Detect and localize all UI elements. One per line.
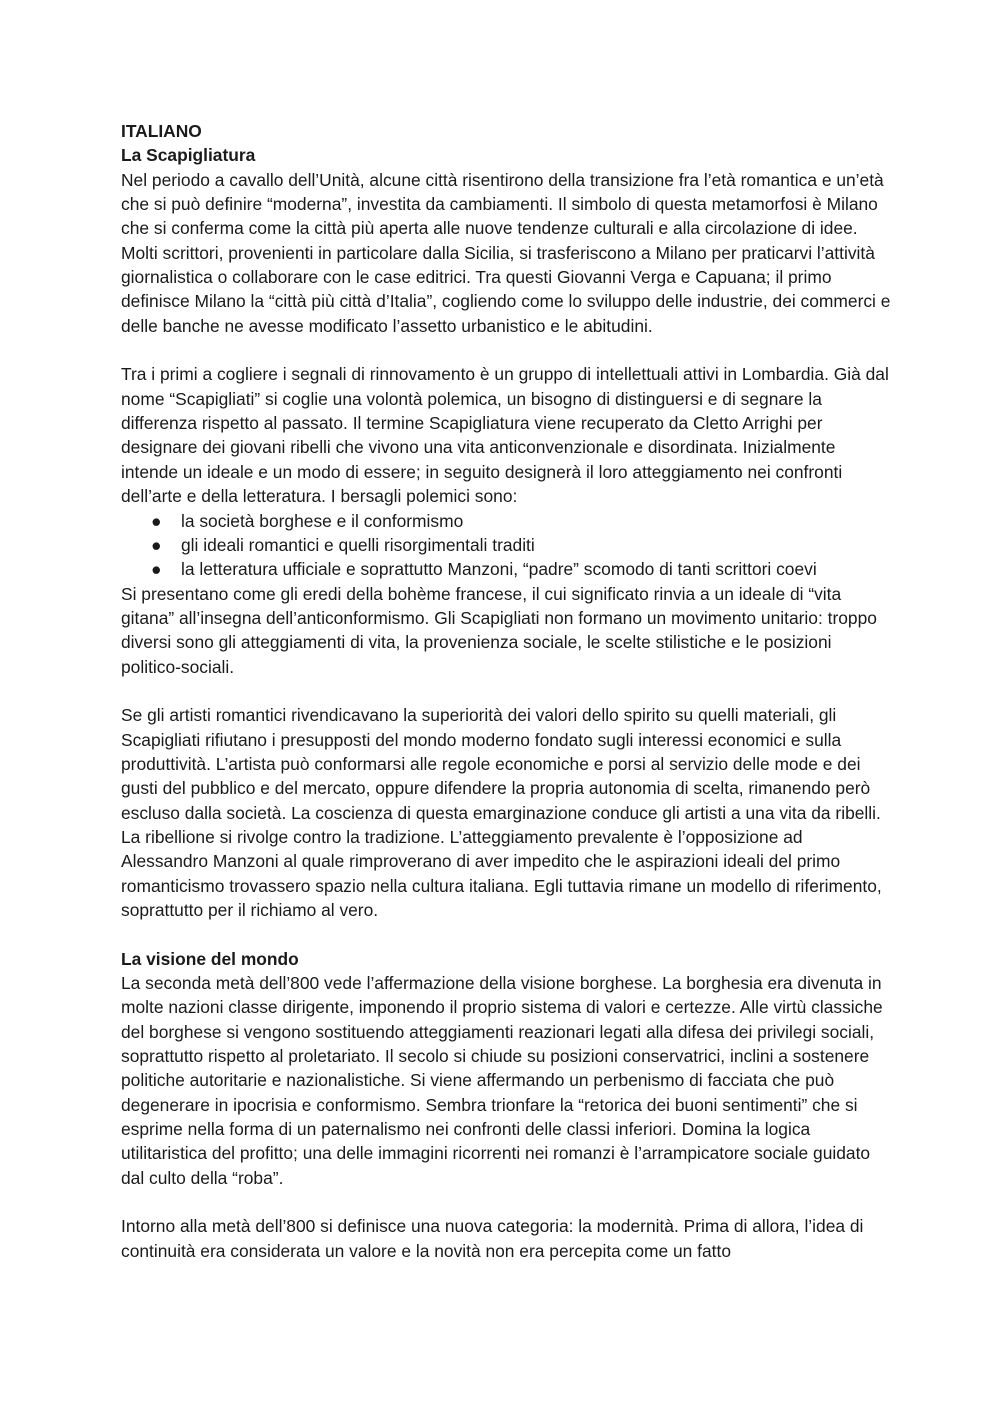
paragraph: Intorno alla metà dell’800 si definisce una nuova categoria: la modernità. Prima di allora, l’idea di continuità era considerata un valore e la novità non era percepita come un fatto: [121, 1216, 864, 1261]
list-item: [121, 533, 891, 557]
paragraph: La seconda metà dell’800 vede l’affermazione della visione borghese. La borghesia era divenuta in molte nazioni classe dirigente, imponendo il proprio sistema di valori e certezze. Alle virtù classiche del borghese si vengono sostituendo atteggiamenti reazionari legati alla difesa dei privilegi sociali, soprattutto rispetto al proletariato. Il secolo si chiude su posizioni conservatrici, inclini a sostenere politiche autoritarie e nazionalistiche. Si viene affermando un perbenismo di facciata che può degenerare in ipocrisia e conformismo. Sembra trionfare la “retorica dei buoni sentimenti” che si esprime nella forma di un paternalismo nei confronti delle classi inferiori. Domina la logica utilitaristica del profitto; una delle immagini ricorrenti nei romanzi è l’arrampicatore sociale guidato dal culto della “roba”.: [121, 973, 883, 1188]
bullet-icon: ●: [151, 559, 162, 580]
paragraph-spacer: [121, 1190, 891, 1214]
document-body: [121, 119, 891, 1263]
bullet-icon: ●: [151, 534, 162, 555]
paragraph-spacer: [121, 338, 891, 362]
section-title-scapigliatura: La Scapigliatura: [121, 145, 256, 166]
bullet-list: [121, 509, 891, 582]
paragraph: Si presentano come gli eredi della bohème francese, il cui significato rinvia a un ideale di “vita gitana” all’insegna dell’anticonformismo. Gli Scapigliati non formano un movimento unitario: troppo diversi sono gli atteggiamenti di vita, la provenienza sociale, le scelte stilistiche e le posizioni politico-sociali.: [121, 583, 877, 677]
list-item: [121, 509, 891, 533]
paragraph: Se gli artisti romantici rivendicavano la superiorità dei valori dello spirito su quelli materiali, gli Scapigliati rifiutano i presupposti del mondo moderno fondato sugli interessi economici e sulla produttività. L’artista può conformarsi alle regole economiche e porsi al servizio delle mode e dei gusti del pubblico e del mercato, oppure difendere la propria autonomia di scelta, rimanendo però escluso dalla società. La coscienza di questa emarginazione conduce gli artisti a una vita da ribelli. La ribellione si rivolge contro la tradizione. L’atteggiamento prevalente è l’opposizione ad Alessandro Manzoni al quale rimproverano di aver impedito che le aspirazioni ideali del primo romanticismo trovassero spazio nella cultura italiana. Egli tuttavia rimane un modello di riferimento, soprattutto per il richiamo al vero.: [121, 705, 882, 920]
list-item-text: la letteratura ufficiale e soprattutto Manzoni, “padre” scomodo di tanti scrittori coevi: [181, 559, 817, 580]
paragraph-spacer: [121, 679, 891, 703]
paragraph: Tra i primi a cogliere i segnali di rinnovamento è un gruppo di intellettuali attivi in Lombardia. Già dal nome “Scapigliati” si coglie una volontà polemica, un bisogno di distinguersi e di segnare la differenza rispetto al passato. Il termine Scapigliatura viene recuperato da Cletto Arrighi per designare dei giovani ribelli che vivono una vita anticonvenzionale e disordinata. Inizialmente intende un ideale e un modo di essere; in seguito designerà il loro atteggiamento nei confronti dell’arte e della letteratura. I bersagli polemici sono:: [121, 364, 889, 507]
paragraph: Nel periodo a cavallo dell’Unità, alcune città risentirono della transizione fra l’età romantica e un’età che si può definire “moderna”, investita da cambiamenti. Il simbolo di questa metamorfosi è Milano che si conferma come la città più aperta alle nuove tendenze culturali e alla circolazione di idee. Molti scrittori, provenienti in particolare dalla Sicilia, si trasferiscono a Milano per praticarvi l’attività giornalistica o collaborare con le case editrici. Tra questi Giovanni Verga e Capuana; il primo definisce Milano la “città più città d’Italia”, cogliendo come lo sviluppo delle industrie, dei commerci e delle banche ne avesse modificato l’assetto urbanistico e le abitudini.: [121, 169, 891, 336]
subject-heading: ITALIANO: [121, 121, 202, 141]
section-title-visione: La visione del mondo: [121, 948, 299, 969]
list-item-text: la società borghese e il conformismo: [181, 510, 464, 531]
list-item-text: gli ideali romantici e quelli risorgimentali traditi: [181, 534, 535, 555]
list-item: [121, 557, 891, 581]
bullet-icon: ●: [151, 510, 162, 531]
paragraph-spacer: [121, 922, 891, 946]
